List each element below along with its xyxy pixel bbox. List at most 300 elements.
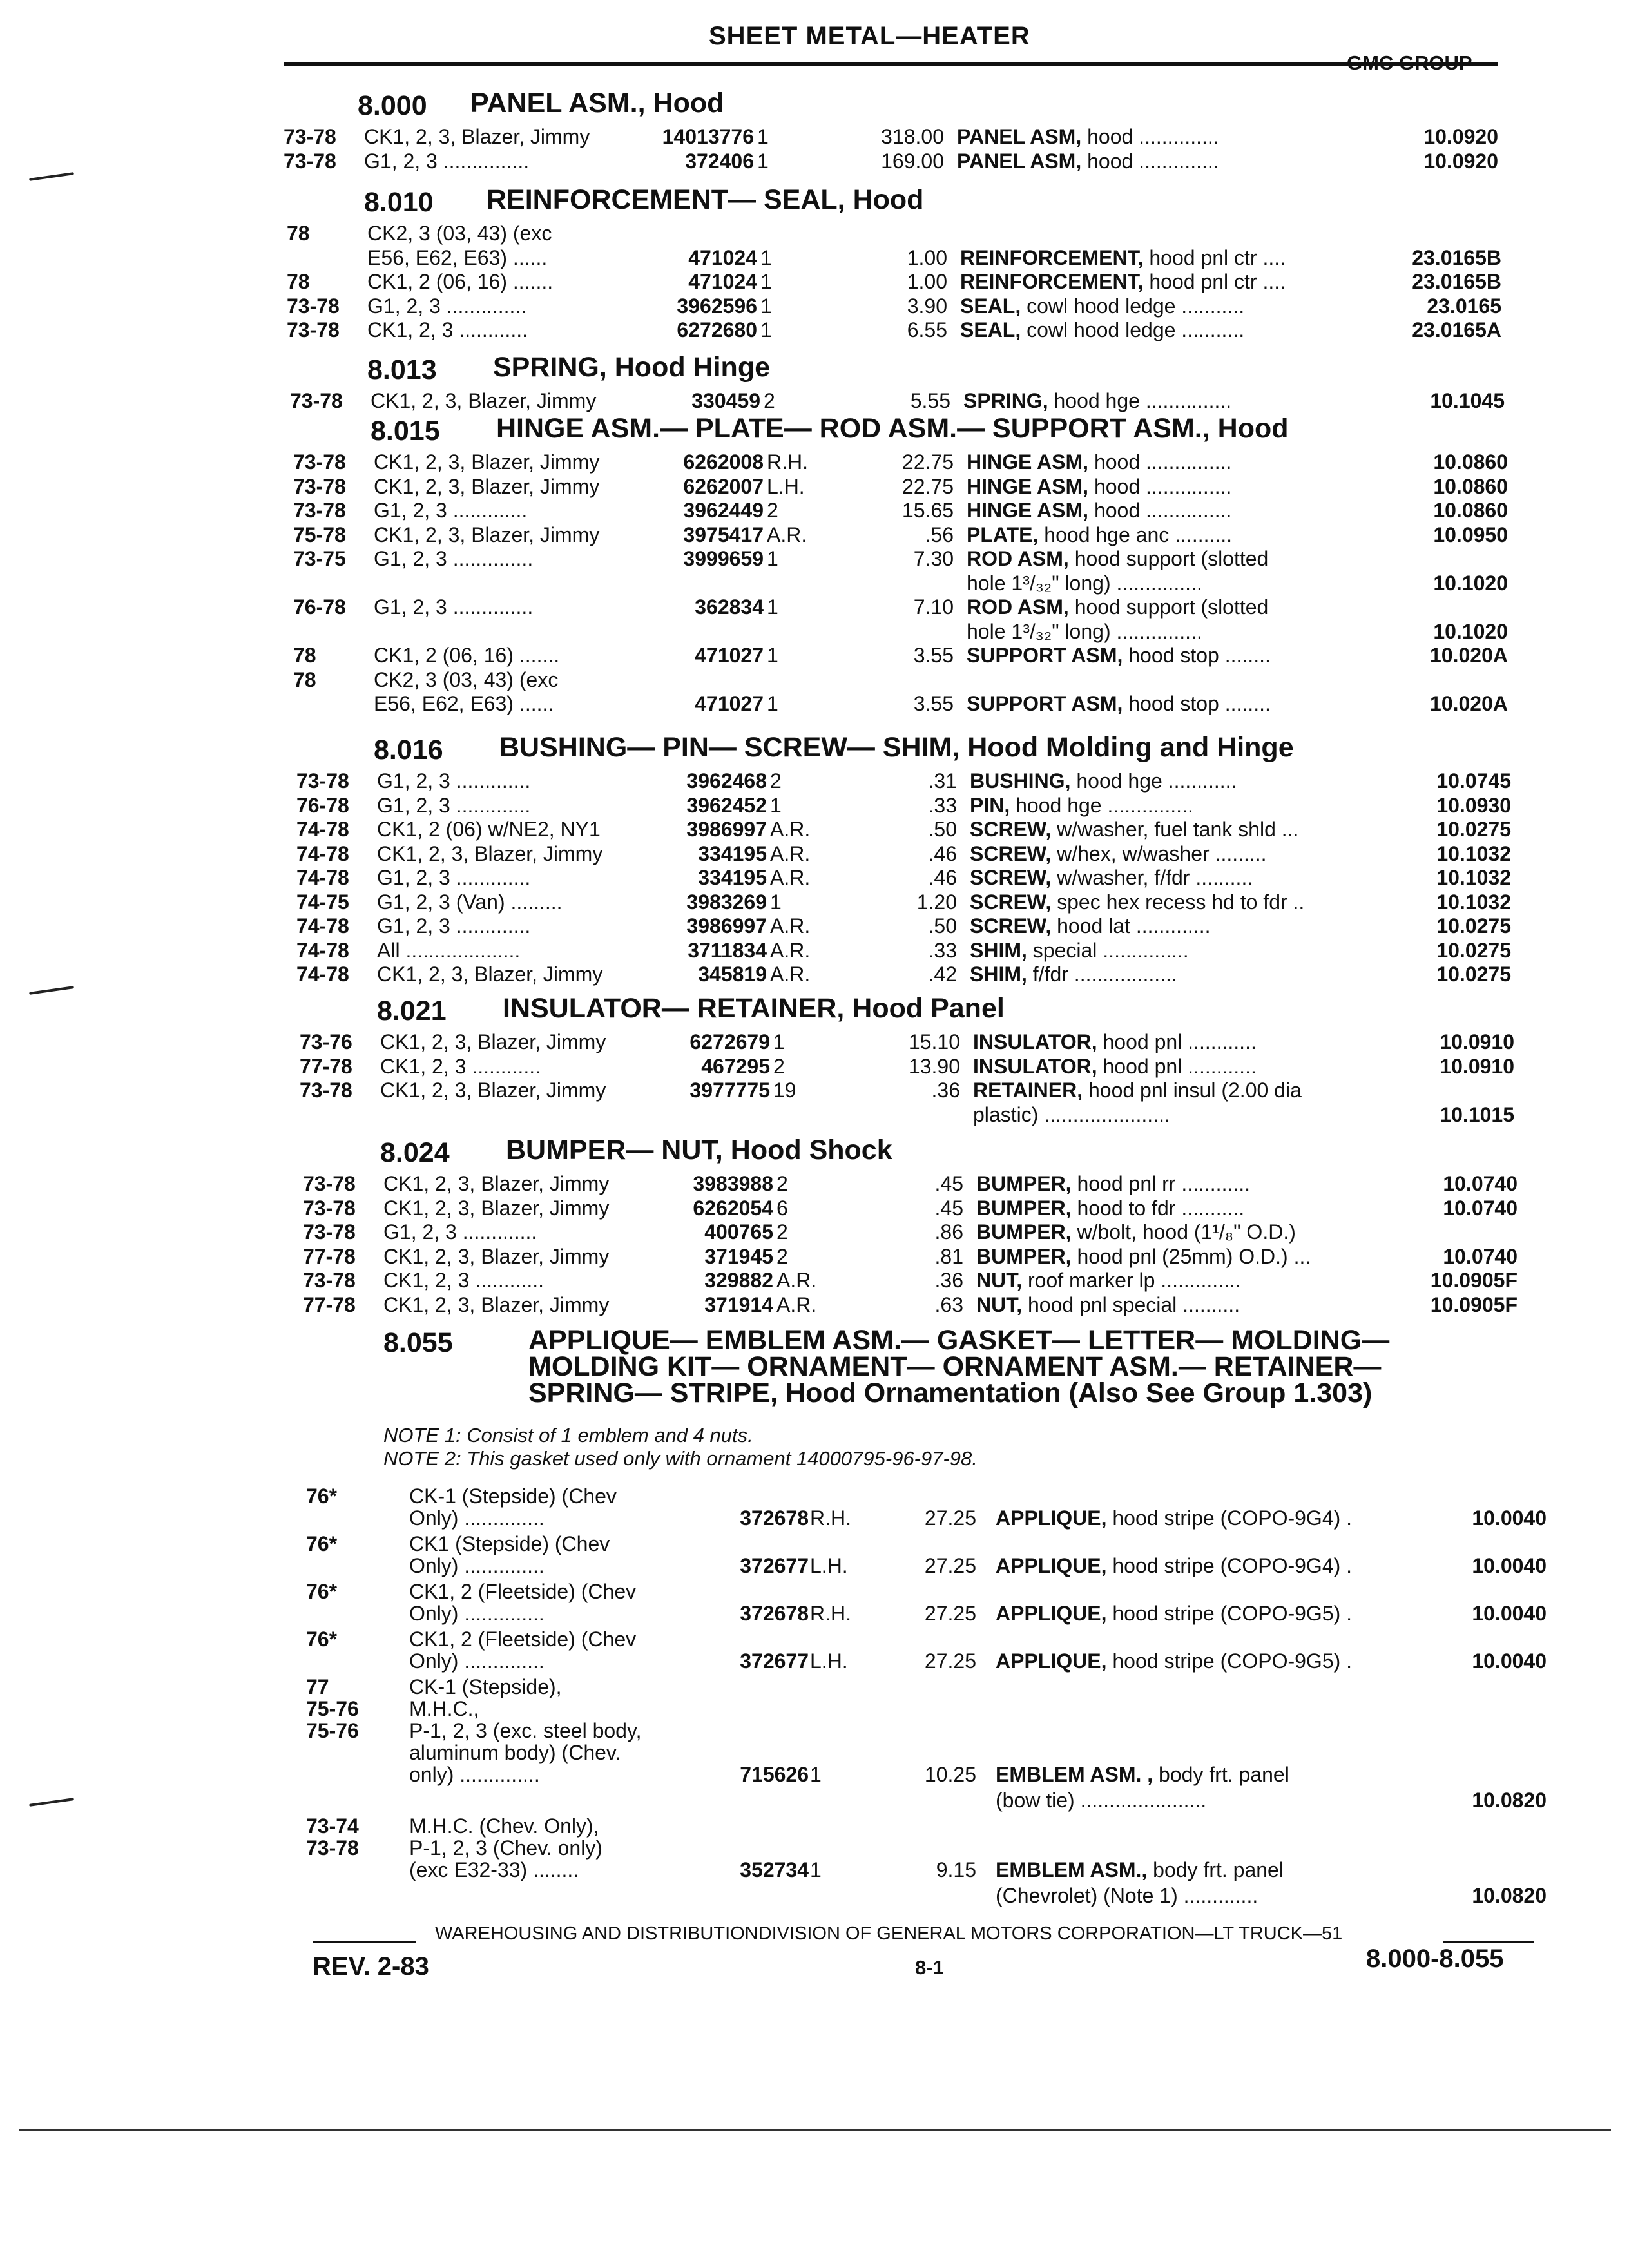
part-number: 6272679: [689, 1030, 770, 1053]
part-number: 3999659: [683, 547, 764, 570]
header-rule: [284, 62, 1498, 66]
part-row: [0, 220, 1629, 246]
part-row: [0, 768, 1629, 794]
section-number: 8.055: [383, 1327, 453, 1358]
part-row: [0, 841, 1629, 867]
section-note: NOTE 2: This gasket used only with ornament 14000795-96-97-98.: [383, 1447, 978, 1470]
group-number: 10.0905F: [1430, 1269, 1518, 1292]
part-name: APPLIQUE,: [996, 1602, 1107, 1625]
part-row: [0, 293, 1629, 319]
application: M.H.C. (Chev. Only),: [409, 1814, 599, 1838]
list-price: .86: [934, 1220, 963, 1244]
quantity: 2: [776, 1220, 788, 1244]
description: BUMPER, w/bolt, hood (1¹/₈" O.D.): [976, 1220, 1296, 1244]
group-number: 10.0275: [1436, 938, 1511, 962]
application: CK1, 2, 3, Blazer, Jimmy: [371, 389, 597, 412]
list-price: 3.55: [913, 692, 954, 715]
footer-rule-right: [1443, 1941, 1534, 1943]
part-number: 6262008: [683, 450, 764, 474]
part-row: [0, 816, 1629, 842]
part-row: [0, 570, 1629, 596]
quantity: A.R.: [770, 963, 811, 986]
description: BUMPER, hood to fdr ...........: [976, 1196, 1245, 1220]
part-number: 3962596: [677, 294, 757, 318]
part-number: 371914: [704, 1293, 773, 1316]
model-year: 77-78: [303, 1293, 356, 1316]
part-row: [0, 793, 1629, 818]
list-price: .36: [934, 1269, 963, 1292]
application: CK1, 2, 3, Blazer, Jimmy: [377, 841, 603, 865]
list-price: 318.00: [881, 125, 944, 148]
description: NUT, hood pnl special ..........: [976, 1293, 1240, 1316]
description: SUPPORT ASM, hood stop ........: [967, 692, 1271, 715]
application: E56, E62, E63) ......: [367, 245, 548, 269]
description: SPRING, hood hge ...............: [963, 389, 1232, 412]
application: aluminum body) (Chev.: [409, 1741, 621, 1764]
description: BUSHING, hood hge ............: [970, 769, 1237, 793]
part-row: [0, 1857, 1629, 1883]
group-number: 10.0860: [1433, 474, 1508, 498]
quantity: 1: [760, 270, 772, 293]
part-number: 329882: [704, 1269, 773, 1292]
part-row: [0, 1292, 1629, 1318]
part-row: [0, 619, 1629, 644]
application: CK1, 2, 3, Blazer, Jimmy: [377, 963, 603, 986]
quantity: R.H.: [767, 450, 808, 474]
group-number: 10.0920: [1423, 149, 1498, 173]
application: CK1, 2, 3 ............: [383, 1269, 544, 1292]
description: NUT, roof marker lp ..............: [976, 1269, 1241, 1292]
section-title: APPLIQUE— EMBLEM ASM.— GASKET— LETTER— MOLDING— MOLDING KIT— ORNAMENT— ORNAMENT ASM.— RETAINER— SPRING— STRIPE, Hood Ornamentation (Also See Group 1.303): [528, 1325, 1390, 1408]
group-number: 10.0920: [1423, 125, 1498, 148]
group-number: 10.0275: [1436, 914, 1511, 937]
part-row: [0, 594, 1629, 620]
application: CK1, 2, 3, Blazer, Jimmy: [383, 1244, 610, 1268]
application: G1, 2, 3 ..............: [367, 294, 527, 318]
description: HINGE ASM, hood ...............: [967, 450, 1232, 474]
section-number: 8.024: [380, 1137, 450, 1168]
list-price: .36: [931, 1079, 960, 1102]
quantity: 1: [767, 644, 778, 667]
part-number: 3983269: [686, 890, 767, 914]
quantity: 2: [767, 499, 778, 522]
list-price: .45: [934, 1172, 963, 1195]
part-name: APPLIQUE,: [996, 1554, 1107, 1577]
model-year: 74-78: [296, 914, 349, 937]
quantity: A.R.: [770, 841, 811, 865]
section-title: BUSHING— PIN— SCREW— SHIM, Hood Molding and Hinge: [499, 732, 1294, 763]
quantity: 2: [764, 389, 775, 412]
part-row: [0, 245, 1629, 271]
model-year: 74-78: [296, 866, 349, 889]
part-name: HINGE ASM,: [967, 499, 1089, 522]
part-name: RETAINER,: [973, 1079, 1083, 1102]
model-year: 73-78: [293, 474, 346, 498]
part-row: [0, 1648, 1629, 1674]
group-number: 10.0745: [1436, 769, 1511, 793]
part-name: SCREW,: [970, 914, 1052, 937]
part-number: 352734: [740, 1858, 809, 1881]
part-name: EMBLEM ASM. ,: [996, 1763, 1153, 1786]
group-number: 10.0860: [1433, 499, 1508, 522]
description: APPLIQUE, hood stripe (COPO-9G5) .: [996, 1649, 1353, 1673]
group-number: 10.0820: [1472, 1884, 1547, 1907]
model-year: 78: [293, 644, 316, 667]
description: ROD ASM, hood support (slotted: [967, 547, 1269, 570]
part-number: 362834: [695, 595, 764, 619]
group-number: 10.0740: [1443, 1244, 1518, 1268]
part-number: 471024: [688, 245, 757, 269]
quantity: R.H.: [810, 1506, 851, 1530]
part-row: [0, 1787, 1629, 1813]
section-number: 8.015: [371, 416, 440, 447]
footer-rule-left: [313, 1941, 416, 1943]
quantity: 6: [776, 1196, 788, 1220]
part-name: SPRING,: [963, 389, 1048, 412]
part-number: 471024: [688, 270, 757, 293]
part-name: SHIM,: [970, 963, 1027, 986]
model-year: 78: [287, 222, 310, 245]
application: G1, 2, 3 ..............: [374, 547, 534, 570]
part-row: [0, 961, 1629, 987]
description: BUMPER, hood pnl (25mm) O.D.) ...: [976, 1244, 1311, 1268]
quantity: A.R.: [770, 938, 811, 962]
model-year: 74-78: [296, 818, 349, 841]
part-number: 6272680: [677, 318, 757, 341]
part-name: PANEL ASM,: [957, 149, 1082, 173]
list-price: 10.25: [924, 1763, 976, 1786]
description: hole 1³/₃₂" long) ...............: [967, 571, 1202, 595]
quantity: 1: [760, 245, 772, 269]
part-row: [0, 269, 1629, 294]
quantity: A.R.: [770, 914, 811, 937]
group-number: 10.0040: [1472, 1506, 1547, 1530]
group-number: 10.1032: [1436, 890, 1511, 914]
application: CK2, 3 (03, 43) (exc: [374, 668, 559, 691]
application: CK1, 2, 3 ............: [367, 318, 528, 341]
part-row: [0, 889, 1629, 915]
description: plastic) ......................: [973, 1102, 1170, 1126]
group-number: 10.0950: [1433, 523, 1508, 546]
part-number: 3986997: [686, 818, 767, 841]
list-price: 3.90: [907, 294, 947, 318]
part-row: [0, 124, 1629, 149]
part-name: REINFORCEMENT,: [960, 245, 1144, 269]
quantity: L.H.: [767, 474, 805, 498]
revision: REV. 2-83: [313, 1952, 429, 1981]
application: CK1, 2, 3, Blazer, Jimmy: [383, 1172, 610, 1195]
list-price: 27.25: [924, 1554, 976, 1577]
description: PLATE, hood hge anc ..........: [967, 523, 1233, 546]
part-number: 372406: [685, 149, 754, 173]
application: G1, 2, 3 ...............: [364, 149, 530, 173]
application: CK1, 2, 3 ............: [380, 1054, 541, 1078]
part-number: 3962449: [683, 499, 764, 522]
part-number: 6262054: [693, 1196, 773, 1220]
quantity: R.H.: [810, 1602, 851, 1625]
part-row: [0, 1195, 1629, 1221]
application: Only) ..............: [409, 1649, 545, 1673]
model-year: 73-78: [284, 125, 336, 148]
application: G1, 2, 3 .............: [377, 866, 531, 889]
part-row: [0, 1029, 1629, 1055]
section-number: 8.010: [364, 187, 434, 218]
description: APPLIQUE, hood stripe (COPO-9G4) .: [996, 1506, 1353, 1530]
part-number: 334195: [698, 841, 767, 865]
description: HINGE ASM, hood ...............: [967, 474, 1232, 498]
quantity: L.H.: [810, 1649, 848, 1673]
group-number: 10.0860: [1433, 450, 1508, 474]
quantity: A.R.: [770, 818, 811, 841]
application: CK1, 2, 3, Blazer, Jimmy: [380, 1079, 606, 1102]
description: (bow tie) ......................: [996, 1789, 1207, 1812]
part-name: SEAL,: [960, 294, 1021, 318]
application: All ....................: [377, 938, 521, 962]
group-number: 10.1020: [1433, 571, 1508, 595]
model-year: 73-78: [293, 499, 346, 522]
margin-mark: [29, 986, 74, 995]
model-year: 78: [293, 668, 316, 691]
group-number: 10.0275: [1436, 963, 1511, 986]
list-price: .56: [925, 523, 954, 546]
list-price: .46: [928, 866, 957, 889]
quantity: 19: [773, 1079, 796, 1102]
model-year: 74-78: [296, 938, 349, 962]
description: SCREW, spec hex recess hd to fdr ..: [970, 890, 1305, 914]
section-range: 8.000-8.055: [1366, 1945, 1504, 1973]
list-price: 22.75: [901, 450, 954, 474]
application: G1, 2, 3 (Van) .........: [377, 890, 563, 914]
group-number: 10.0820: [1472, 1789, 1547, 1812]
description: SHIM, special ...............: [970, 938, 1189, 962]
application: P-1, 2, 3 (Chev. only): [409, 1836, 602, 1860]
part-number: 471027: [695, 692, 764, 715]
part-row: [0, 546, 1629, 572]
group-number: 23.0165B: [1412, 245, 1501, 269]
group-number: 23.0165A: [1412, 318, 1501, 341]
application: Only) ..............: [409, 1554, 545, 1577]
part-name: SCREW,: [970, 818, 1052, 841]
section-title: REINFORCEMENT— SEAL, Hood: [487, 184, 924, 215]
part-name: SCREW,: [970, 890, 1052, 914]
description: HINGE ASM, hood ...............: [967, 499, 1232, 522]
part-row: [0, 667, 1629, 693]
description: SEAL, cowl hood ledge ...........: [960, 318, 1245, 341]
part-number: 3962452: [686, 793, 767, 817]
model-year: 76*: [306, 1628, 338, 1651]
description: BUMPER, hood pnl rr ............: [976, 1172, 1251, 1195]
part-number: 334195: [698, 866, 767, 889]
group-number: 10.0910: [1440, 1054, 1514, 1078]
part-row: [0, 474, 1629, 499]
description: PIN, hood hge ...............: [970, 793, 1193, 817]
group-number: 10.0930: [1436, 793, 1511, 817]
list-price: .31: [928, 769, 957, 793]
application: G1, 2, 3 .............: [377, 769, 531, 793]
quantity: 1: [757, 149, 769, 173]
quantity: 1: [767, 547, 778, 570]
quantity: 1: [770, 793, 782, 817]
model-year: 76*: [306, 1580, 338, 1603]
application: CK1, 2 (06) w/NE2, NY1: [377, 818, 601, 841]
application: G1, 2, 3 .............: [374, 499, 528, 522]
description: INSULATOR, hood pnl ............: [973, 1054, 1257, 1078]
group-number: 10.0040: [1472, 1649, 1547, 1673]
part-name: INSULATOR,: [973, 1054, 1097, 1078]
description: SHIM, f/fdr ..................: [970, 963, 1177, 986]
part-number: 371945: [704, 1244, 773, 1268]
part-name: NUT,: [976, 1269, 1023, 1292]
list-price: 9.15: [936, 1858, 976, 1881]
part-name: PLATE,: [967, 523, 1039, 546]
model-year: 76-78: [293, 595, 346, 619]
part-row: [0, 691, 1629, 716]
part-number: 400765: [704, 1220, 773, 1244]
group-number: 10.0905F: [1430, 1293, 1518, 1316]
list-price: 15.65: [901, 499, 954, 522]
part-number: 3962468: [686, 769, 767, 793]
application: CK-1 (Stepside),: [409, 1675, 562, 1698]
part-row: [0, 317, 1629, 343]
list-price: 1.20: [916, 890, 957, 914]
quantity: 1: [810, 1858, 822, 1881]
application: CK1, 2 (06, 16) .......: [374, 644, 560, 667]
quantity: 2: [770, 769, 782, 793]
section-number: 8.016: [374, 735, 443, 765]
group-number: 10.1032: [1436, 841, 1511, 865]
section-title: BUMPER— NUT, Hood Shock: [506, 1135, 892, 1166]
description: EMBLEM ASM. , body frt. panel: [996, 1763, 1289, 1786]
part-name: BUSHING,: [970, 769, 1071, 793]
application: P-1, 2, 3 (exc. steel body,: [409, 1719, 642, 1742]
part-row: [0, 522, 1629, 548]
application: CK1, 2, 3, Blazer, Jimmy: [374, 523, 600, 546]
application: CK1, 2, 3, Blazer, Jimmy: [380, 1030, 606, 1053]
quantity: 1: [810, 1763, 822, 1786]
list-price: 27.25: [924, 1649, 976, 1673]
application: CK1, 2, 3, Blazer, Jimmy: [364, 125, 590, 148]
application: CK1, 2, 3, Blazer, Jimmy: [383, 1196, 610, 1220]
quantity: A.R.: [770, 866, 811, 889]
description: REINFORCEMENT, hood pnl ctr ....: [960, 245, 1286, 269]
model-year: 73-78: [287, 294, 340, 318]
model-year: 73-78: [284, 149, 336, 173]
model-year: 77: [306, 1675, 329, 1698]
list-price: 5.55: [910, 389, 950, 412]
model-year: 75-76: [306, 1697, 359, 1720]
quantity: A.R.: [776, 1269, 817, 1292]
list-price: 27.25: [924, 1602, 976, 1625]
model-year: 77-78: [303, 1244, 356, 1268]
description: REINFORCEMENT, hood pnl ctr ....: [960, 270, 1286, 293]
application: CK1, 2, 3, Blazer, Jimmy: [383, 1293, 610, 1316]
list-price: 3.55: [913, 644, 954, 667]
part-name: REINFORCEMENT,: [960, 270, 1144, 293]
section-note: NOTE 1: Consist of 1 emblem and 4 nuts.: [383, 1424, 753, 1446]
part-row: [0, 449, 1629, 475]
group-number: 10.020A: [1430, 692, 1508, 715]
page-title: SHEET METAL—HEATER: [709, 22, 1030, 50]
group-number: 10.0040: [1472, 1602, 1547, 1625]
model-year: 78: [287, 270, 310, 293]
part-number: 715626: [740, 1763, 809, 1786]
part-row: [0, 1762, 1629, 1787]
description: RETAINER, hood pnl insul (2.00 dia: [973, 1079, 1302, 1102]
part-name: HINGE ASM,: [967, 450, 1089, 474]
part-number: 345819: [698, 963, 767, 986]
model-year: 76*: [306, 1485, 338, 1508]
group-number: 10.0040: [1472, 1554, 1547, 1577]
section-title: SPRING, Hood Hinge: [493, 352, 770, 383]
part-name: APPLIQUE,: [996, 1506, 1107, 1530]
list-price: 7.30: [913, 547, 954, 570]
part-name: SCREW,: [970, 841, 1052, 865]
group-number: 10.0910: [1440, 1030, 1514, 1053]
part-row: [0, 1244, 1629, 1269]
application: M.H.C.,: [409, 1697, 479, 1720]
model-year: 74-78: [296, 963, 349, 986]
part-number: 372678: [740, 1602, 809, 1625]
model-year: 73-78: [287, 318, 340, 341]
footer-org: WAREHOUSING AND DISTRIBUTIONDIVISION OF GENERAL MOTORS CORPORATION—LT TRUCK—51: [435, 1923, 1343, 1944]
part-number: 372677: [740, 1554, 809, 1577]
description: SUPPORT ASM, hood stop ........: [967, 644, 1271, 667]
description: SEAL, cowl hood ledge ...........: [960, 294, 1245, 318]
part-number: 14013776: [662, 125, 754, 148]
part-name: SUPPORT ASM,: [967, 644, 1123, 667]
group-number: 23.0165: [1427, 294, 1501, 318]
quantity: 1: [760, 318, 772, 341]
list-price: 22.75: [901, 474, 954, 498]
model-year: 73-78: [303, 1196, 356, 1220]
list-price: .63: [934, 1293, 963, 1316]
part-number: 3977775: [689, 1079, 770, 1102]
application: CK-1 (Stepside) (Chev: [409, 1485, 617, 1508]
application: G1, 2, 3 .............: [383, 1220, 537, 1244]
description: SCREW, hood lat .............: [970, 914, 1211, 937]
list-price: .81: [934, 1244, 963, 1268]
part-number: 3983988: [693, 1172, 773, 1195]
bottom-rule: [19, 2129, 1611, 2131]
part-row: [0, 1505, 1629, 1531]
group-number: 10.1020: [1433, 619, 1508, 643]
list-price: 27.25: [924, 1506, 976, 1530]
list-price: 1.00: [907, 245, 947, 269]
part-number: 372677: [740, 1649, 809, 1673]
group-number: 10.0275: [1436, 818, 1511, 841]
list-price: 1.00: [907, 270, 947, 293]
part-row: [0, 1219, 1629, 1245]
description: EMBLEM ASM., body frt. panel: [996, 1858, 1284, 1881]
part-row: [0, 1267, 1629, 1293]
part-name: PIN,: [970, 793, 1010, 817]
part-name: SUPPORT ASM,: [967, 692, 1123, 715]
list-price: .33: [928, 793, 957, 817]
part-row: [0, 1053, 1629, 1079]
list-price: 6.55: [907, 318, 947, 341]
part-name: EMBLEM ASM.,: [996, 1858, 1148, 1881]
part-row: [0, 1171, 1629, 1196]
model-year: 73-78: [303, 1172, 356, 1195]
application: CK1, 2 (Fleetside) (Chev: [409, 1628, 637, 1651]
application: CK1, 2 (Fleetside) (Chev: [409, 1580, 637, 1603]
description: SCREW, w/washer, f/fdr ..........: [970, 866, 1253, 889]
quantity: 1: [767, 595, 778, 619]
section-title: HINGE ASM.— PLATE— ROD ASM.— SUPPORT ASM., Hood: [496, 413, 1289, 444]
part-row: [0, 937, 1629, 963]
application: CK1, 2, 3, Blazer, Jimmy: [374, 474, 600, 498]
part-row: [0, 1883, 1629, 1908]
